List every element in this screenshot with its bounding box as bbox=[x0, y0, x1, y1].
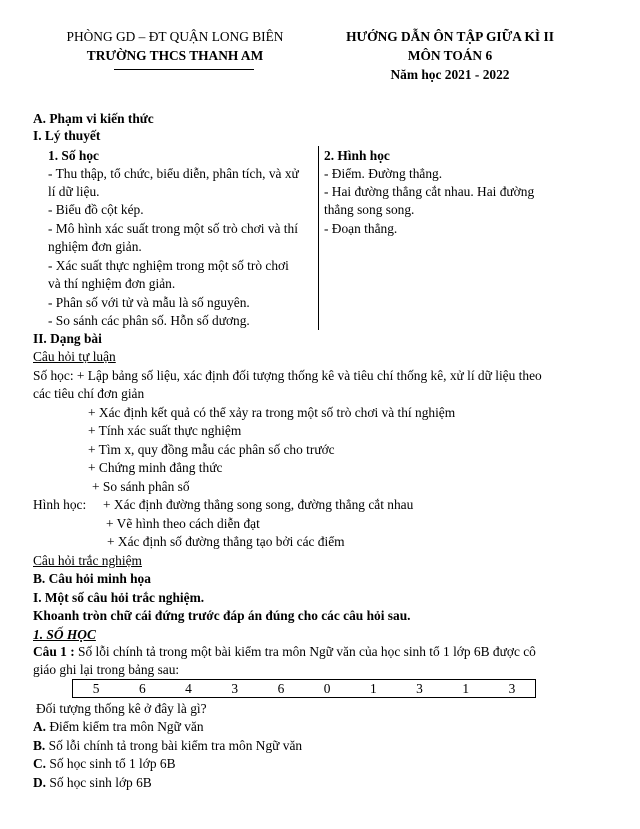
col1-line: - Phân số với tử và mẫu là số nguyên. bbox=[48, 295, 250, 310]
table-cell: 1 bbox=[462, 681, 470, 696]
table-cell: 3 bbox=[508, 681, 516, 696]
data-table bbox=[72, 679, 536, 698]
column-divider bbox=[318, 146, 319, 330]
so-hoc-item: + Tính xác suất thực nghiệm bbox=[88, 423, 242, 438]
so-hoc-item: + Chứng minh đẳng thức bbox=[88, 460, 223, 475]
option-letter: C. bbox=[33, 756, 47, 771]
col2-line: - Hai đường thẳng cắt nhau. Hai đường bbox=[324, 184, 535, 199]
section-b-title: B. Câu hỏi minh họa bbox=[33, 571, 151, 586]
col1-line: - Mô hình xác suất trong một số trò chơi và thí bbox=[48, 221, 298, 236]
hinh-hoc-prefix: Hình học: bbox=[33, 497, 87, 512]
so-hoc-item: + Xác định kết quả có thể xảy ra trong một số trò chơi và thí nghiệm bbox=[88, 405, 456, 420]
school-year: Năm học 2021 - 2022 bbox=[390, 67, 510, 82]
question-text-cont: giáo ghi lại trong bảng sau: bbox=[33, 662, 180, 677]
col1-title: 1. Số học bbox=[48, 148, 99, 163]
table-cell: 6 bbox=[277, 681, 285, 696]
table-cell: 5 bbox=[92, 681, 100, 696]
question-text: Số lỗi chính tả trong một bài kiểm tra môn Ngữ văn của học sinh tổ 1 lớp 6B được cô bbox=[74, 644, 536, 659]
col1-line: - Thu thập, tổ chức, biểu diễn, phân tích, và xử bbox=[48, 166, 299, 181]
col2-line: - Điểm. Đường thẳng. bbox=[324, 166, 443, 181]
hinh-hoc-item: + Xác định số đường thẳng tạo bởi các điểm bbox=[107, 534, 345, 549]
subsection-so-hoc: 1. SỐ HỌC bbox=[33, 627, 96, 642]
section-a-title: A. Phạm vi kiến thức bbox=[33, 111, 154, 126]
so-hoc-line: các tiêu chí đơn giản bbox=[33, 386, 145, 401]
option-d[interactable] bbox=[33, 774, 152, 792]
school-department: PHÒNG GD – ĐT QUẬN LONG BIÊN bbox=[66, 29, 284, 44]
so-hoc-item: + So sánh phân số bbox=[92, 479, 190, 494]
section-ii-title: II. Dạng bài bbox=[33, 331, 102, 346]
option-c[interactable] bbox=[33, 755, 176, 773]
table-cell: 6 bbox=[138, 681, 146, 696]
school-name: TRƯỜNG THCS THANH AM bbox=[86, 48, 264, 63]
essay-title: Câu hỏi tự luận bbox=[33, 349, 116, 364]
instruction: Khoanh tròn chữ cái đứng trước đáp án đúng cho các câu hỏi sau. bbox=[33, 608, 411, 623]
col2-title: 2. Hình học bbox=[324, 148, 390, 163]
question-label: Câu 1 : bbox=[33, 644, 75, 659]
header-underline bbox=[114, 69, 254, 70]
part-title: I. Một số câu hỏi trắc nghiệm. bbox=[33, 590, 205, 605]
option-text: Điểm kiểm tra môn Ngữ văn bbox=[46, 719, 204, 734]
option-text: Số học sinh tổ 1 lớp 6B bbox=[46, 756, 176, 771]
table-cell: 3 bbox=[416, 681, 423, 696]
mcq-title: Câu hỏi trắc nghiệm bbox=[33, 553, 142, 568]
col2-line: - Đoạn thẳng. bbox=[324, 221, 398, 236]
option-text: Số lỗi chính tả trong bài kiểm tra môn Ngữ văn bbox=[45, 738, 303, 753]
hinh-hoc-item: + Xác định đường thẳng song song, đường thẳng cắt nhau bbox=[103, 497, 414, 512]
question-prompt: Đối tượng thống kê ở đây là gì? bbox=[36, 701, 207, 716]
option-letter: B. bbox=[33, 738, 46, 753]
col1-line: - Biểu đồ cột kép. bbox=[48, 202, 144, 217]
col1-line: lí dữ liệu. bbox=[48, 184, 100, 199]
doc-title: HƯỚNG DẪN ÔN TẬP GIỮA KÌ II bbox=[346, 29, 554, 44]
col1-line: - Xác suất thực nghiệm trong một số trò chơi bbox=[48, 258, 289, 273]
col1-line: và thí nghiệm đơn giản. bbox=[48, 276, 176, 291]
option-letter: A. bbox=[33, 719, 47, 734]
hinh-hoc-item: + Vẽ hình theo cách diễn đạt bbox=[106, 516, 260, 531]
table-cell: 3 bbox=[231, 681, 239, 696]
subject-title: MÔN TOÁN 6 bbox=[407, 48, 493, 63]
table-cell: 4 bbox=[185, 681, 192, 696]
option-text: Số học sinh lớp 6B bbox=[46, 775, 152, 790]
question-1 bbox=[33, 643, 536, 661]
so-hoc-line: Số học: + Lập bảng số liệu, xác định đối tượng thống kê và tiêu chí thống kê, xử lí dữ liệu theo bbox=[33, 368, 542, 383]
option-letter: D. bbox=[33, 775, 47, 790]
option-a[interactable] bbox=[33, 718, 204, 736]
col2-line: thẳng song song. bbox=[324, 202, 415, 217]
option-b[interactable] bbox=[33, 737, 302, 755]
table-cell: 1 bbox=[369, 681, 377, 696]
col1-line: - So sánh các phân số. Hỗn số dương. bbox=[48, 313, 250, 328]
so-hoc-item: + Tìm x, quy đồng mẫu các phân số cho trước bbox=[88, 442, 335, 457]
theory-title: I. Lý thuyết bbox=[33, 128, 101, 143]
table-cell: 0 bbox=[323, 681, 331, 696]
col1-line: nghiệm đơn giản. bbox=[48, 239, 142, 254]
